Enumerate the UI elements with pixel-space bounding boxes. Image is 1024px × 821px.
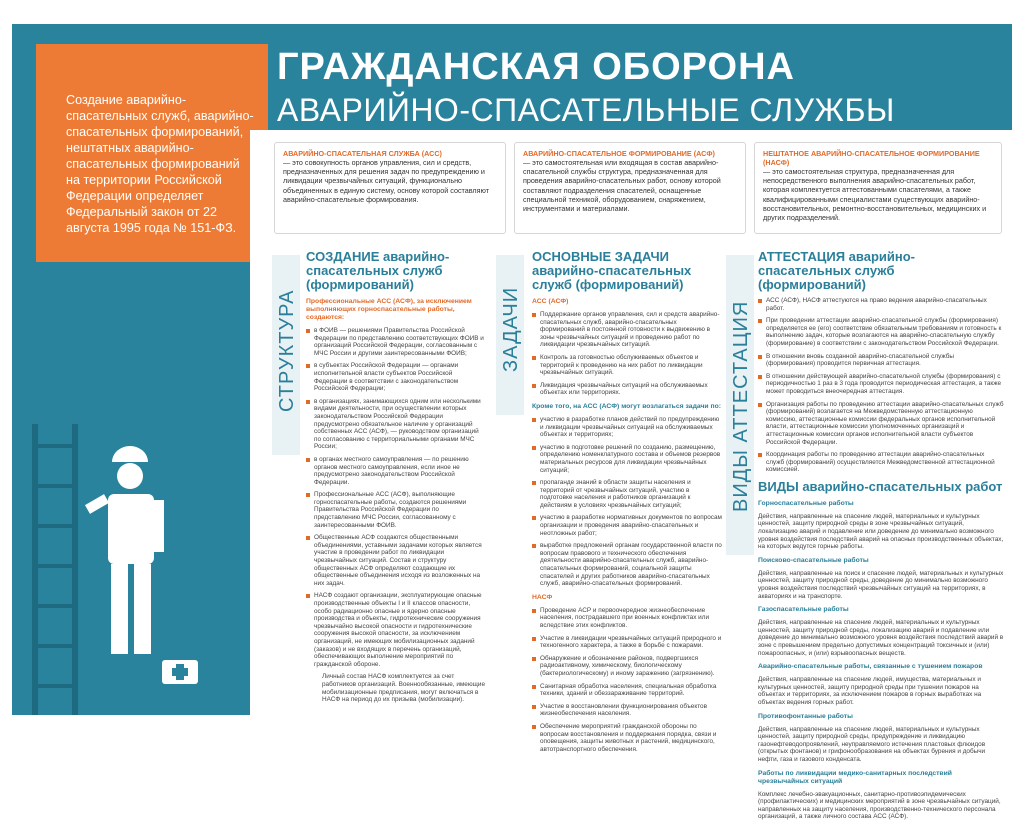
- type-desc: Действия, направленные на спасение людей, материальных и культурных ценностей, защиту природной среды, локализацию аварий и подавление или доведение до минимально возможного уровня воздействия последствий аварий в зоне с превышением предельно допустимых концентраций токсичных и (или) пожароопасных, и (или) взрывоопасных веществ.: [758, 619, 1004, 657]
- type-desc: Действия, направленные на поиск и спасение людей, материальных и культурных ценностей, защиту природной среды, доведение до минимально возможного уровня воздействия последствий чрезвычайных ситуаций на территориях, в акваториях и на транспорте.: [758, 569, 1004, 600]
- definition-nasf: [754, 142, 1002, 234]
- type-name: Поисково-спасательные работы: [758, 556, 869, 564]
- type-desc: Действия, направленные на спасение людей, материальных и культурных ценностей, защиту природной среды, предупреждение и ликвидацию газонефтеводопроявлений, неуправляемого истечения пластовых флюидов (открытых фонтанов) и грифонообразования на объектах бурения и добычи нефти, газа и газового конденсата.: [758, 725, 986, 763]
- list-item: Ликвидация чрезвычайных ситуаций на обслуживаемых объектах или территориях.: [532, 382, 722, 397]
- list-item: участию в подготовке решений по созданию, размещению, определению номенклатурного состава и объемов резервов материальных ресурсов для ликвидации чрезвычайных ситуаций;: [532, 444, 722, 474]
- type-desc: Комплекс лечебно-эвакуационных, санитарно-противоэпидемических (профилактических) и медицинских мероприятий в зоне чрезвычайных ситуаций, направленных на защиту населения, производственно-технического персонала организаций, а также личного состава АСС (АСФ).: [758, 790, 1001, 821]
- list-item: В отношении вновь созданной аварийно-спасательной службы (формирования) проводится первичная аттестация.: [758, 353, 1004, 368]
- list-item: Обнаружение и обозначение районов, подвергшихся радиоактивному, химическому, биологическому (бактериологическому) и иному заражению (загрязнению).: [532, 655, 722, 678]
- type-name: Газоспасательные работы: [758, 606, 849, 614]
- definition-body: — это совокупность органов управления, сил и средств, предназначенных для решения задач по предупреждению и ликвидации чрезвычайных ситуаций, функционально объединенных в единую систему, основу которой составляют аварийно-спасательные формирования.: [283, 158, 490, 204]
- list-item: Санитарная обработка населения, специальная обработка техники, зданий и обеззараживание территорий.: [532, 683, 722, 698]
- definition-head: АВАРИЙНО-СПАСАТЕЛЬНОЕ ФОРМИРОВАНИЕ (АСФ): [523, 149, 715, 158]
- list-item: пропаганде знаний в области защиты населения и территорий от чрезвычайных ситуаций, участию в подготовке населения и работников организаций к действиям в условиях чрезвычайных ситуаций;: [532, 479, 722, 509]
- column-lead: Профессиональные АСС (АСФ), за исключением выполняющих горноспасательные работы, создаются:: [306, 298, 472, 321]
- list-item: АСС (АСФ), НАСФ аттестуются на право ведения аварийно-спасательных работ.: [758, 297, 1004, 312]
- section-head: Кроме того, на АСС (АСФ) могут возлагаться задачи по:: [532, 402, 722, 410]
- list-item: выработке предложений органам государственной власти по вопросам правового и технического обеспечения деятельности аварийно-спасательных служб, аварийно-спасательных формирований, социальной защиты спасателей и других работников аварийно-спасательных служб, аварийно-спасательных формирований.: [532, 542, 722, 588]
- type-desc: Действия, направленные на спасение людей, имущества, материальных и культурных ценностей, защиту природной среды при тушении пожаров на объектах и территориях, за исключением пожаров в горных выработках на объектах ведения горных работ.: [758, 676, 982, 706]
- list-item: Общественные АСФ создаются общественными объединениями, уставными задачами которых является участие в проведении работ по ликвидации чрезвычайных ситуаций. Состав и структуру общественных АСФ определяют создающие их общественные объединения исходя из возложенных на них задач.: [306, 534, 486, 587]
- definition-head: НЕШТАТНОЕ АВАРИЙНО-СПАСАТЕЛЬНОЕ ФОРМИРОВАНИЕ (НАСФ): [763, 149, 980, 167]
- list-item: Координация работы по проведению аттестации аварийно-спасательных служб (формирований) осуществляется Межведомственной аттестационной комиссией.: [758, 451, 1004, 474]
- definition-asf: [514, 142, 746, 234]
- definition-body: — это самостоятельная или входящая в состав аварийно-спасательной службы структура, предназначенная для проведения аварийно-спасательных работ, основу которой составляют подразделения спасателей, оснащенные специальной техникой, оборудованием, снаряжением, инструментами и материалами.: [523, 158, 721, 214]
- tab-types-attestation-label: ВИДЫ АТТЕСТАЦИЯ: [730, 300, 752, 512]
- list-item: Участие в восстановлении функционирования объектов жизнеобеспечения населения.: [532, 703, 722, 718]
- poster: [12, 24, 1012, 821]
- column-heading: АТТЕСТАЦИЯ аварийно-спасательных служб (формирований): [758, 249, 915, 292]
- list-item: Проведение АСР и первоочередное жизнеобеспечение населения, пострадавшего при военных конфликтах или вследствие этих конфликтов.: [532, 607, 722, 630]
- list-item: Организация работы по проведению аттестации аварийно-спасательных служб (формирований) возлагается на Межведомственную аттестационную комиссию, аттестационные комиссии федеральных органов исполнительной власти, аттестационные комиссии уполномоченных организаций и аттестационные комиссии органов исполнительной власти субъектов Российской Федерации.: [758, 401, 1004, 447]
- tab-tasks-label: ЗАДАЧИ: [500, 286, 522, 372]
- type-name: Горноспасательные работы: [758, 499, 854, 507]
- section-head: АСС (АСФ): [532, 298, 569, 305]
- definition-acc: [274, 142, 506, 234]
- type-name: Работы по ликвидации медико-санитарных последствий чрезвычайных ситуаций: [758, 769, 952, 785]
- list-item: участию в разработке планов действий по предупреждению и ликвидации чрезвычайных ситуаций на обслуживаемых объектах и территориях;: [532, 416, 722, 439]
- column-tasks: [532, 250, 722, 753]
- column-heading: СОЗДАНИЕ аварийно-спасательных служб (формирований): [306, 249, 450, 292]
- types-heading: ВИДЫ аварийно-спасательных работ: [758, 478, 1003, 494]
- content-panel: [250, 130, 1012, 821]
- rescuer-figure-icon: [12, 404, 242, 715]
- definition-head: АВАРИЙНО-СПАСАТЕЛЬНАЯ СЛУЖБА (АСС): [283, 149, 442, 158]
- column-heading: ОСНОВНЫЕ ЗАДАЧИ аварийно-спасательных служб (формирований): [532, 249, 692, 292]
- list-item: в субъектах Российской Федерации — органами исполнительной власти субъектов Российской Федерации в соответствии с законодательством Российской Федерации;: [306, 362, 486, 392]
- section-head: НАСФ: [532, 593, 553, 601]
- page-subtitle: АВАРИЙНО-СПАСАТЕЛЬНЫЕ СЛУЖБЫ: [277, 92, 895, 128]
- type-name: Аварийно-спасательные работы, связанные с тушением пожаров: [758, 663, 983, 671]
- list-item: Профессиональные АСС (АСФ), выполняющие горноспасательные работы, создаются решениями Правительства Российской Федерации по представлению МЧС России, согласованному с заинтересованными ФОИВ.: [306, 491, 486, 529]
- list-item: При проведении аттестации аварийно-спасательной службы (формирования) определяется ее (его) соответствие обязательным требованиям и готовность к выполнению задач, которые возлагаются на аварийно-спасательную службу (формирование) в соответствии с законодательством Российской Федерации.: [758, 317, 1004, 347]
- list-item: в органах местного самоуправления — по решению органов местного самоуправления, если иное не предусмотрено законодательством Российской Федерации.: [306, 456, 486, 486]
- list-item: в организациях, занимающихся одним или несколькими видами деятельности, при осуществлении которых законодательством Российской Федерации предусмотрено обязательное наличие у организаций собственных АСС (АСФ), — руководством организаций по согласованию с территориальными органами МЧС России;: [306, 398, 486, 451]
- list-item: Поддержание органов управления, сил и средств аварийно-спасательных служб, аварийно-спасательных формирований в постоянной готовности к выдвижению в зоны чрезвычайных ситуаций и проведению работ по ликвидации чрезвычайных ситуаций.: [532, 311, 722, 349]
- list-item: НАСФ создают организации, эксплуатирующие опасные производственные объекты I и II классов опасности, особо радиационно опасные и ядерно опасные производства и объекты, гидротехнические сооружения чрезвычайно высокой опасности и гидротехнические сооружения высокой опасности, за исключением организаций, не имеющих мобилизационных заданий (заказов) и не входящих в перечень организаций, обеспечивающих выполнение мероприятий по гражданской обороне.: [306, 592, 486, 668]
- column-attestation: [758, 250, 1004, 821]
- page-title: ГРАЖДАНСКАЯ ОБОРОНА: [277, 46, 795, 88]
- intro-block: [36, 44, 268, 262]
- definition-body: — это самостоятельная структура, предназначенная для непосредственного выполнения аварийно-спасательных работ, которая комплектуется аттестованными спасателями, а также квалифицированными специалистами существующих аварийно-восстановительных, ремонтно-восстановительных, медицинских и других подразделений.: [763, 167, 987, 223]
- list-item: В отношении действующей аварийно-спасательной службы (формирования) с периодичностью 1 раз в 3 года проводится периодическая аттестация, а также может проводиться внеочередная аттестация.: [758, 373, 1004, 396]
- list-item: в ФОИВ — решениями Правительства Российской Федерации по представлению соответствующих ФОИВ и организаций Российской Федерации, согласованным с МЧС России и другими заинтересованными ФОИВ;: [306, 327, 486, 357]
- list-item: Участие в ликвидации чрезвычайных ситуаций природного и техногенного характера, а также в борьбе с пожарами.: [532, 635, 722, 650]
- tab-structure: [272, 255, 300, 455]
- list-item: участию в разработке нормативных документов по вопросам организации и проведения аварийно-спасательных и неотложных работ;: [532, 514, 722, 537]
- type-desc: Действия, направленные на спасение людей, материальных и культурных ценностей, защиту природной среды в зоне чрезвычайных ситуаций, локализацию аварий и подавление или доведение до минимально возможного уровня воздействия последствий аварий на опасных производственных объектах, на которых ведутся горные работы.: [758, 512, 1004, 551]
- tab-tasks: [496, 255, 524, 415]
- type-name: Противофонтанные работы: [758, 712, 853, 720]
- column-structure: [306, 250, 486, 704]
- list-item: Контроль за готовностью обслуживаемых объектов и территорий к проведению на них работ по ликвидации чрезвычайных ситуаций.: [532, 354, 722, 377]
- tab-structure-label: СТРУКТУРА: [276, 289, 298, 412]
- intro-text: Создание аварийно-спасательных служб, аварийно-спасательных формирований, нештатных аварийно-спасательных формирований на территории Российской Федерации определяет Федеральный закон от 22 августа 1995 года № 151-ФЗ.: [66, 93, 254, 235]
- note-text: Личный состав НАСФ комплектуется за счет работников организаций. Военнообязанные, имеющие мобилизационные предписания, могут включаться в НАСФ на период до их призыва (мобилизации).: [322, 673, 486, 704]
- tab-types-attestation: [726, 255, 754, 555]
- list-item: Обеспечение мероприятий гражданской обороны по вопросам восстановления и поддержания порядка, связи и оповещения, защиты животных и растений, медицинского, автотранспортного обеспечения.: [532, 723, 722, 753]
